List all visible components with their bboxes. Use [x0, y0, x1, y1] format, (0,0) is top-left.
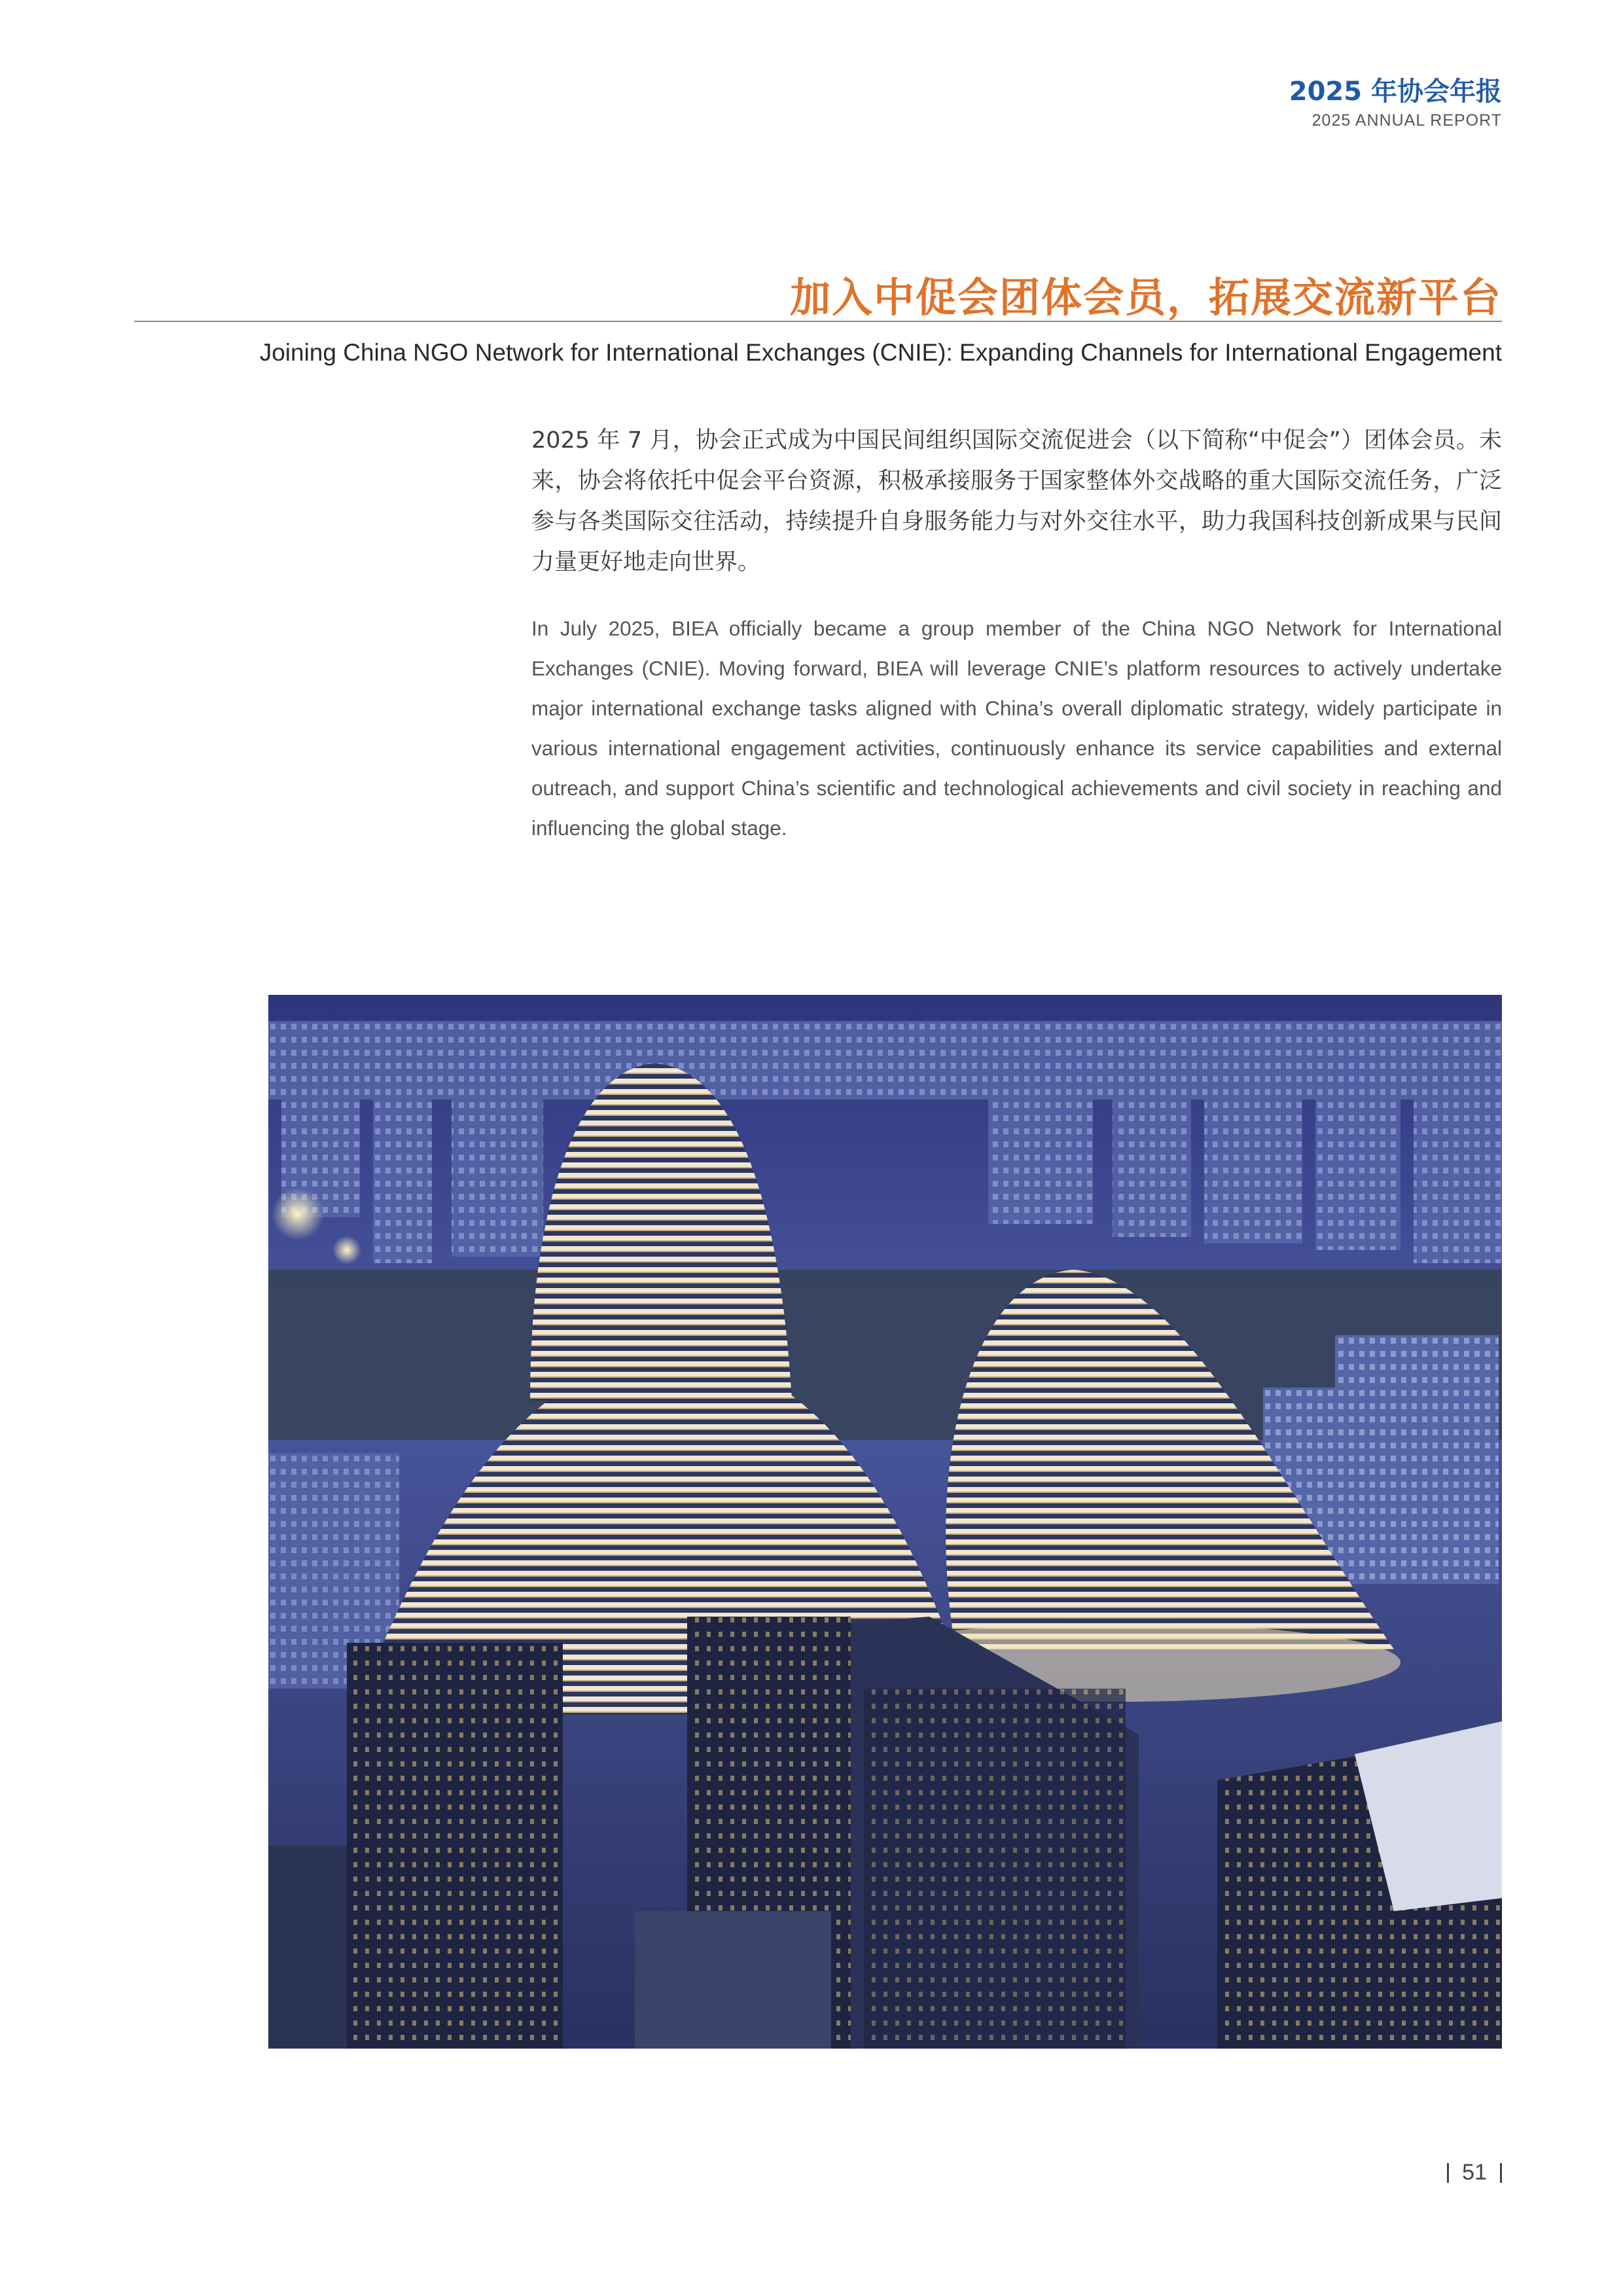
page-number-value: 51 [1462, 2160, 1487, 2185]
section-title: 加入中促会团体会员，拓展交流新平台 [789, 274, 1502, 321]
city-night-photo [268, 995, 1502, 2049]
street-light-glow [332, 1236, 361, 1265]
report-title: 2025 年协会年报 [1289, 77, 1502, 107]
page-number [1447, 2160, 1502, 2185]
report-header [1289, 77, 1502, 130]
body-paragraph-english: In July 2025, BIEA officially became a group member of the China NGO Network for International Exchanges (CNIE). Moving forward, BIEA will leverage CNIE’s platform resources to actively undertake major international exchange tasks aligned with China’s overall diplomatic strategy, widely participate in various international engagement activities, continuously enhance its service capabilities and external outreach, and support China’s scientific and technological achievements and civil society in reaching and influencing the global stage. [531, 617, 1502, 840]
section-subtitle: Joining China NGO Network for International Exchanges (CNIE): Expanding Channels for International Engagement [259, 339, 1502, 366]
page-number-bar-right [1500, 2163, 1502, 2183]
page-number-bar-left [1447, 2163, 1449, 2183]
title-divider [134, 321, 1502, 322]
report-subtitle: 2025 ANNUAL REPORT [1311, 111, 1502, 130]
body-paragraph-chinese: 2025 年 7 月，协会正式成为中国民间组织国际交流促进会（以下简称“中促会”）团体会员。未来，协会将依托中促会平台资源，积极承接服务于国家整体外交战略的重大国际交流任务，广泛参与各类国际交往活动，持续提升自身服务能力与对外交往水平，助力我国科技创新成果与民间力量更好地走向世界。 [531, 427, 1502, 575]
street-light-glow [272, 1188, 324, 1240]
